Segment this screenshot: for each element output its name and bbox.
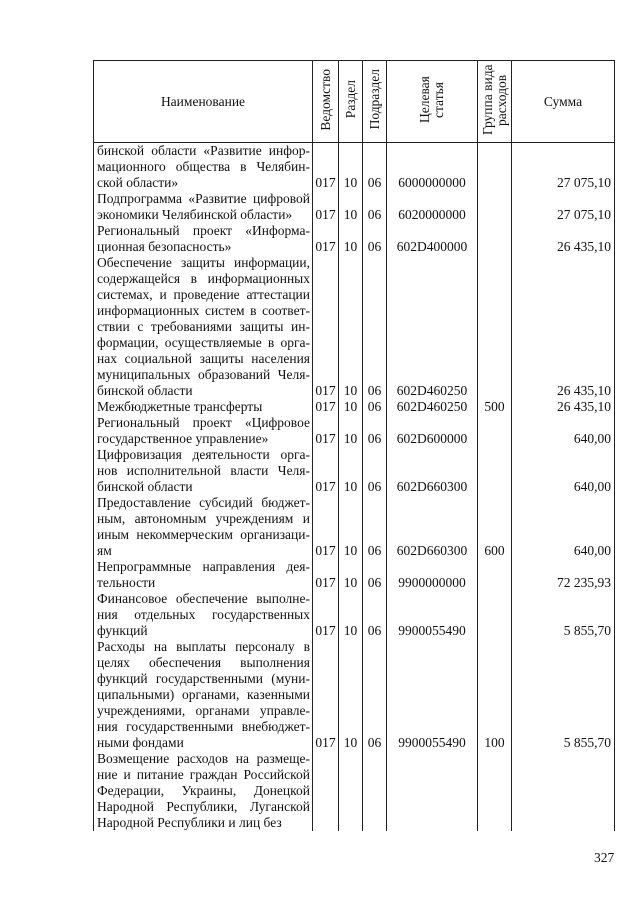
col-celevaya: 602D460250 <box>387 255 478 399</box>
row-name-line: бинской области <box>97 479 193 494</box>
row-name-line: экономики Челябинской области» <box>97 207 293 222</box>
row-name-line: тельности <box>97 575 156 590</box>
table-row <box>94 447 615 495</box>
col-vedomstvo: 017 <box>313 495 339 559</box>
col-vedomstvo: 017 <box>313 559 339 591</box>
row-name <box>94 447 313 495</box>
col-summa: 27 075,10 <box>512 143 615 192</box>
row-name-line: ской области» <box>97 175 179 190</box>
row-name-line: иным некоммерческим организаци- <box>97 527 310 542</box>
row-name-line: Цифровизация деятельности орга- <box>97 447 310 462</box>
col-podrazdel: 06 <box>363 447 387 495</box>
col-podrazdel: 06 <box>363 399 387 415</box>
table-row <box>94 559 615 591</box>
col-vedomstvo: 017 <box>313 143 339 192</box>
table-row <box>94 751 615 831</box>
col-summa: 26 435,10 <box>512 223 615 255</box>
header-row <box>94 61 615 143</box>
col-gruppa <box>478 143 512 192</box>
row-name <box>94 591 313 639</box>
row-name-line: Региональный проект «Информа- <box>97 223 310 238</box>
header-name: Наименование <box>94 61 313 143</box>
row-name-line: Подпрограмма «Развитие цифровой <box>97 191 310 206</box>
table-row <box>94 255 615 399</box>
row-name-line: целях обеспечения выполнения <box>97 655 310 670</box>
col-podrazdel: 06 <box>363 143 387 192</box>
row-name <box>94 415 313 447</box>
row-name-line: ния отдельных государственных <box>97 607 310 622</box>
row-name-line: системах, и проведение аттестации <box>97 287 310 302</box>
col-razdel: 10 <box>339 447 363 495</box>
col-celevaya: 9900000000 <box>387 559 478 591</box>
row-name-line: бинской области <box>97 383 193 398</box>
row-name-line: Народной Республики, Луганской <box>97 799 310 814</box>
page-number: 327 <box>594 850 615 865</box>
col-razdel: 10 <box>339 223 363 255</box>
table-row <box>94 191 615 223</box>
row-name <box>94 399 313 415</box>
col-razdel: 10 <box>339 399 363 415</box>
row-name <box>94 495 313 559</box>
row-name-line: Региональный проект «Цифровое <box>97 415 310 430</box>
row-name-line: Обеспечение защиты информации, <box>97 255 310 270</box>
row-name-line: ционная безопасность» <box>97 239 232 254</box>
col-vedomstvo: 017 <box>313 223 339 255</box>
table-row <box>94 399 615 415</box>
col-razdel: 10 <box>339 591 363 639</box>
row-name-line: функций государственными (муни- <box>97 671 310 686</box>
row-name-line: ным, автономным учреждениям и <box>97 511 310 526</box>
col-podrazdel: 06 <box>363 255 387 399</box>
col-razdel <box>339 751 363 831</box>
col-vedomstvo: 017 <box>313 591 339 639</box>
col-vedomstvo: 017 <box>313 191 339 223</box>
table-row <box>94 495 615 559</box>
table-row <box>94 143 615 192</box>
row-name <box>94 191 313 223</box>
header-vedomstvo: Ведомство <box>313 61 339 143</box>
col-gruppa: 500 <box>478 399 512 415</box>
col-gruppa: 600 <box>478 495 512 559</box>
table-row <box>94 591 615 639</box>
row-name-line: нов исполнительной власти Челя- <box>97 463 310 478</box>
row-name <box>94 255 313 399</box>
row-name-line: Федерации, Украины, Донецкой <box>97 783 310 798</box>
col-celevaya: 602D600000 <box>387 415 478 447</box>
col-vedomstvo: 017 <box>313 447 339 495</box>
table-row <box>94 223 615 255</box>
col-vedomstvo <box>313 751 339 831</box>
col-summa: 640,00 <box>512 447 615 495</box>
row-name-line: ными фондами <box>97 735 184 750</box>
row-name-line: муниципальных образований Челя- <box>97 367 310 382</box>
row-name-line: Народной Республики и лиц без <box>97 815 282 830</box>
col-summa: 27 075,10 <box>512 191 615 223</box>
col-celevaya: 6020000000 <box>387 191 478 223</box>
col-podrazdel: 06 <box>363 495 387 559</box>
col-razdel: 10 <box>339 415 363 447</box>
col-podrazdel: 06 <box>363 415 387 447</box>
row-name-line: информационных систем в соответ- <box>97 303 310 318</box>
col-gruppa <box>478 191 512 223</box>
col-podrazdel: 06 <box>363 559 387 591</box>
col-gruppa <box>478 415 512 447</box>
row-name <box>94 639 313 751</box>
header-podrazdel: Подраздел <box>363 61 387 143</box>
row-name-line: Финансовое обеспечение выполне- <box>97 591 310 606</box>
col-gruppa <box>478 751 512 831</box>
col-summa: 5 855,70 <box>512 591 615 639</box>
col-razdel: 10 <box>339 143 363 192</box>
col-summa: 640,00 <box>512 415 615 447</box>
col-celevaya: 9900055490 <box>387 639 478 751</box>
col-razdel: 10 <box>339 559 363 591</box>
col-summa: 640,00 <box>512 495 615 559</box>
col-razdel: 10 <box>339 639 363 751</box>
col-summa: 26 435,10 <box>512 399 615 415</box>
row-name-line: ципальными) органами, казенными <box>97 687 310 702</box>
table-row <box>94 639 615 751</box>
row-name <box>94 223 313 255</box>
col-celevaya: 602D660300 <box>387 495 478 559</box>
col-celevaya: 9900055490 <box>387 591 478 639</box>
col-celevaya <box>387 751 478 831</box>
col-podrazdel: 06 <box>363 591 387 639</box>
col-vedomstvo: 017 <box>313 415 339 447</box>
row-name-line: Расходы на выплаты персоналу в <box>97 639 310 654</box>
col-celevaya: 602D400000 <box>387 223 478 255</box>
col-gruppa <box>478 255 512 399</box>
col-summa: 26 435,10 <box>512 255 615 399</box>
col-celevaya: 602D460250 <box>387 399 478 415</box>
col-summa <box>512 751 615 831</box>
header-razdel: Раздел <box>339 61 363 143</box>
col-summa: 72 235,93 <box>512 559 615 591</box>
header-summa: Сумма <box>512 61 615 143</box>
row-name-line: бинской области «Развитие инфор- <box>97 143 310 158</box>
col-podrazdel: 06 <box>363 639 387 751</box>
row-name-line: ствии с требованиями защиты ин- <box>97 319 310 334</box>
row-name-line: ния государственными внебюджет- <box>97 719 310 734</box>
row-name-line: Предоставление субсидий бюджет- <box>97 495 310 510</box>
row-name <box>94 559 313 591</box>
row-name <box>94 143 313 192</box>
row-name-line: государственное управление» <box>97 431 269 446</box>
col-razdel: 10 <box>339 495 363 559</box>
col-gruppa <box>478 591 512 639</box>
header-gruppa: Группа вида расходов <box>478 61 512 143</box>
col-vedomstvo: 017 <box>313 255 339 399</box>
col-razdel: 10 <box>339 191 363 223</box>
col-gruppa <box>478 223 512 255</box>
row-name-line: Возмещение расходов на размеще- <box>97 751 310 766</box>
row-name-line: ние и питание граждан Российской <box>97 767 310 782</box>
col-celevaya: 6000000000 <box>387 143 478 192</box>
col-razdel: 10 <box>339 255 363 399</box>
row-name-line: Межбюджетные трансферты <box>97 399 263 414</box>
col-celevaya: 602D660300 <box>387 447 478 495</box>
row-name-line: Непрограммные направления дея- <box>97 559 310 574</box>
col-gruppa <box>478 559 512 591</box>
row-name-line: мационного общества в Челябин- <box>97 159 310 174</box>
row-name-line: формации, осуществляемые в орга- <box>97 335 310 350</box>
col-gruppa <box>478 447 512 495</box>
col-vedomstvo: 017 <box>313 399 339 415</box>
row-name-line: нах социальной защиты населения <box>97 351 310 366</box>
col-podrazdel: 06 <box>363 191 387 223</box>
col-summa: 5 855,70 <box>512 639 615 751</box>
col-podrazdel <box>363 751 387 831</box>
budget-table <box>93 60 615 831</box>
row-name-line: функций <box>97 623 148 638</box>
row-name <box>94 751 313 831</box>
row-name-line: учреждениями, органами управле- <box>97 703 310 718</box>
row-name-line: содержащейся в информационных <box>97 271 310 286</box>
col-vedomstvo: 017 <box>313 639 339 751</box>
col-gruppa: 100 <box>478 639 512 751</box>
table-row <box>94 415 615 447</box>
row-name-line: ям <box>97 543 112 558</box>
col-podrazdel: 06 <box>363 223 387 255</box>
header-celevaya: Целевая статья <box>387 61 478 143</box>
